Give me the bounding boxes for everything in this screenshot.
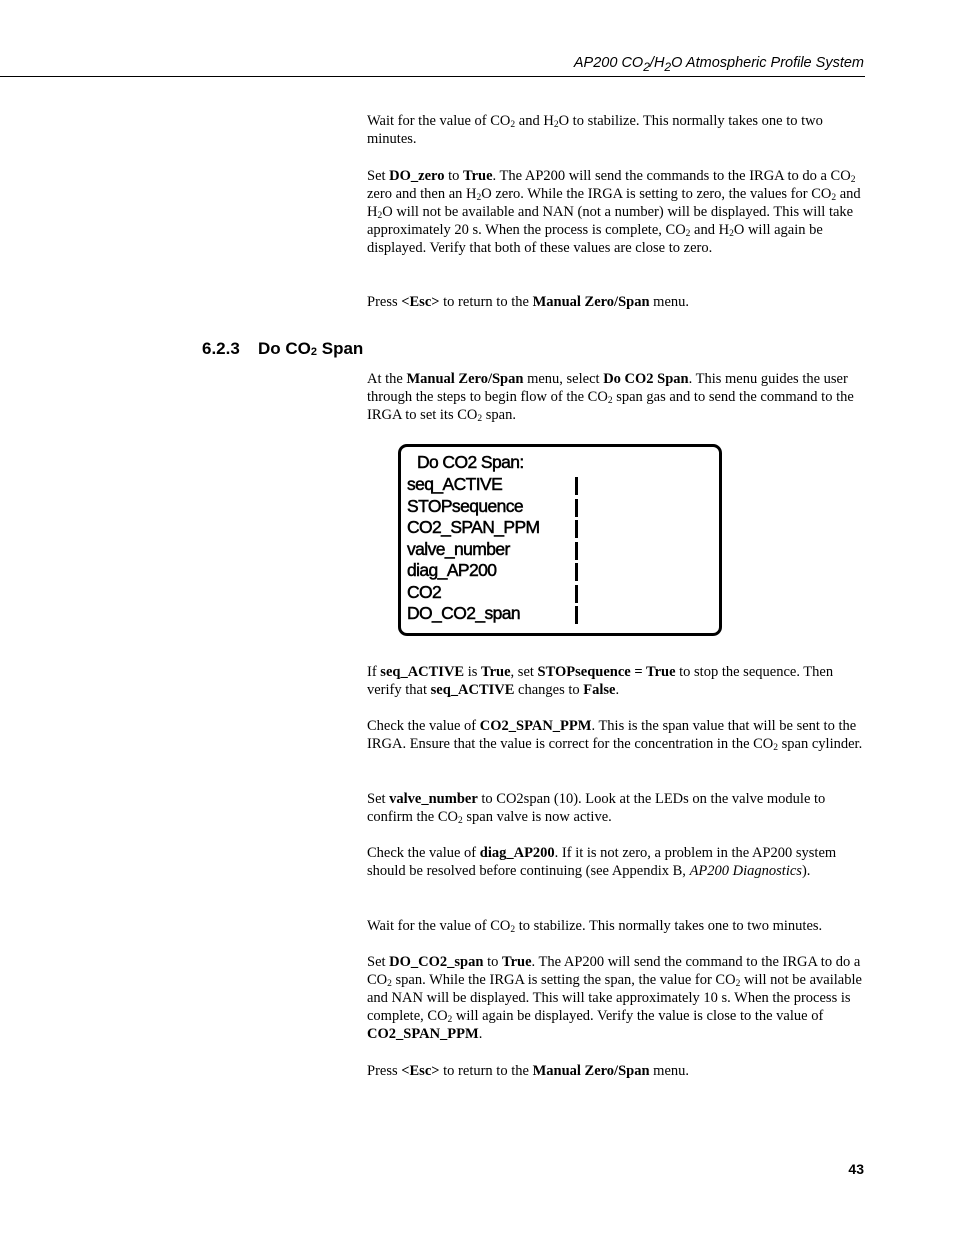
text-run: Check the value of — [367, 718, 480, 734]
text-run: span. — [482, 407, 516, 423]
text-run: Set — [367, 791, 390, 807]
subscript: 2 — [447, 1015, 453, 1025]
text-run: span. While the IRGA is setting the span, the value for CO — [391, 972, 736, 988]
text-run: Span — [317, 339, 364, 358]
row-label: CO2_SPAN_PPM — [407, 517, 540, 537]
value-cursor — [575, 477, 578, 495]
subscript: 2 — [735, 979, 741, 989]
screen-row — [407, 517, 540, 538]
text-run: . The AP200 will send the command to the IRGA to do a CO — [367, 954, 861, 988]
subscript: 2 — [773, 743, 779, 753]
paragraph — [367, 917, 865, 935]
screen-row — [407, 560, 496, 581]
text-run: . — [478, 1026, 483, 1042]
text-run: to stabilize. This normally takes one to two minutes. — [515, 918, 823, 934]
section-heading — [202, 339, 363, 359]
text-run: Wait for the value of CO — [367, 113, 511, 129]
screen-row — [407, 603, 520, 624]
text-run: to CO2span (10). Look at the LEDs on the valve module to confirm the CO — [367, 791, 826, 825]
screen-row — [407, 474, 502, 495]
bold-term: DO_zero — [389, 168, 445, 184]
subscript: 2 — [310, 346, 318, 358]
bold-term: True — [481, 664, 511, 680]
text-run: to — [483, 954, 502, 970]
text-run: O will not be available and NAN (not a number) will be displayed. This will take approximately 20 s. When the process is complete, CO — [367, 204, 854, 238]
subscript: 2 — [553, 120, 559, 130]
text-run: to return to the — [439, 294, 533, 310]
text-run: AP200 CO — [573, 55, 644, 71]
subscript: 2 — [477, 414, 483, 424]
text-run: span gas and to send the command to the IRGA to set its CO — [367, 389, 854, 423]
text-run: O to stabilize. This normally takes one to two minutes. — [367, 113, 823, 147]
text-run: , set — [510, 664, 538, 680]
bold-term: Do CO2 Span — [603, 371, 689, 387]
subscript: 2 — [685, 229, 691, 239]
subscript: 2 — [850, 175, 856, 185]
value-cursor — [575, 563, 578, 581]
subscript: 2 — [643, 59, 650, 74]
text-run: . This is the span value that will be sent to the IRGA. Ensure that the value is correct for the concentration in the CO — [367, 718, 857, 752]
value-cursor — [575, 585, 578, 603]
bold-term: CO2_SPAN_PPM — [367, 1026, 479, 1042]
text-run: O Atmospheric Profile System — [671, 55, 864, 71]
bold-term: DO_CO2_span — [389, 954, 484, 970]
text-run: and H — [690, 222, 730, 238]
text-run: ). — [801, 863, 811, 879]
value-cursor — [575, 542, 578, 560]
text-run: . If it is not zero, a problem in the AP200 system should be resolved before continuing (see Appendix B, — [367, 845, 837, 879]
subscript: 2 — [831, 193, 837, 203]
subscript: 2 — [664, 59, 672, 74]
row-label: DO_CO2_span — [407, 603, 521, 623]
bold-term: diag_AP200 — [479, 845, 555, 861]
bold-term: STOPsequence = True — [537, 664, 676, 680]
screen-title: Do CO2 Span: — [417, 452, 524, 472]
text-run: span valve is now active. — [462, 809, 612, 825]
row-label: diag_AP200 — [407, 560, 497, 580]
bold-term: False — [583, 682, 616, 698]
paragraph — [367, 112, 865, 148]
text-run: to stop the sequence. Then verify that — [367, 664, 834, 698]
text-run: menu, select — [523, 371, 604, 387]
paragraph — [367, 717, 865, 753]
text-run: If — [367, 664, 381, 680]
screen-row — [407, 496, 523, 517]
paragraph — [367, 167, 865, 257]
value-cursor — [575, 499, 578, 517]
text-run: Set — [367, 954, 390, 970]
text-run: . The AP200 will send the commands to the IRGA to do a CO — [492, 168, 851, 184]
paragraph — [367, 1062, 865, 1080]
bold-term: valve_number — [389, 791, 478, 807]
text-run: span cylinder. — [778, 736, 863, 752]
bold-term: seq_ACTIVE — [380, 664, 465, 680]
row-label: STOPsequence — [407, 495, 524, 516]
subscript: 2 — [607, 396, 613, 406]
text-run: Wait for the value of CO — [367, 918, 511, 934]
screen-row — [407, 582, 441, 603]
text-run: At the — [367, 371, 407, 387]
running-header — [574, 55, 864, 74]
datalogger-screen — [398, 444, 722, 636]
bold-term: Manual Zero/Span — [406, 371, 524, 387]
subscript: 2 — [377, 211, 383, 221]
italic-term: AP200 Diagnostics — [689, 863, 802, 879]
bold-term: True — [462, 168, 493, 184]
screen-row — [407, 539, 510, 560]
section-number: 6.2.3 — [202, 339, 240, 358]
value-cursor — [575, 520, 578, 538]
text-run: O will again be displayed. Verify that both of these values are close to zero. — [367, 222, 823, 256]
paragraph — [367, 790, 865, 826]
paragraph — [367, 844, 865, 880]
text-run: O zero. While the IRGA is setting to zero, the values for CO — [481, 186, 832, 202]
subscript: 2 — [510, 925, 516, 935]
text-run: is — [464, 664, 482, 680]
text-run: Check the value of — [367, 845, 480, 861]
text-run: Press — [367, 294, 402, 310]
text-run: Press — [367, 1063, 402, 1079]
paragraph — [367, 370, 865, 424]
text-run: will again be displayed. Verify the value is close to the value of — [452, 1008, 824, 1024]
text-run: zero and then an H — [367, 186, 477, 202]
bold-term: seq_ACTIVE — [430, 682, 515, 698]
header-rule — [0, 76, 865, 77]
text-run: . — [615, 682, 620, 698]
text-run: menu. — [649, 1063, 690, 1079]
subscript: 2 — [458, 816, 463, 826]
text-run: to — [444, 168, 463, 184]
subscript: 2 — [729, 229, 734, 239]
text-run: Set — [367, 168, 390, 184]
row-label: seq_ACTIVE — [407, 474, 503, 494]
bold-term: <Esc> — [401, 1063, 440, 1079]
subscript: 2 — [476, 193, 482, 203]
text-run: will not be available and NAN will be displayed. This will take approximately 10 s. When the process is complete, CO — [367, 972, 862, 1024]
paragraph — [367, 663, 865, 699]
subscript: 2 — [510, 120, 516, 130]
bold-term: <Esc> — [401, 294, 440, 310]
bold-term: True — [501, 954, 532, 970]
text-run: Do CO — [258, 339, 311, 358]
text-run: and H — [367, 186, 861, 220]
bold-term: Manual Zero/Span — [532, 294, 650, 310]
paragraph — [367, 953, 865, 1043]
subscript: 2 — [387, 979, 392, 989]
row-label: CO2 — [407, 581, 442, 602]
text-run: . This menu guides the user through the steps to begin flow of the CO — [367, 371, 848, 405]
section-title — [258, 339, 363, 358]
page-number: 43 — [848, 1161, 864, 1177]
text-run: to return to the — [439, 1063, 533, 1079]
bold-term: CO2_SPAN_PPM — [479, 718, 592, 734]
text-run: /H — [649, 55, 665, 71]
text-run: and H — [515, 113, 554, 129]
value-cursor — [575, 606, 578, 624]
paragraph — [367, 293, 865, 311]
bold-term: Manual Zero/Span — [532, 1063, 650, 1079]
text-run: changes to — [514, 682, 584, 698]
row-label: valve_number — [407, 538, 510, 559]
text-run: menu. — [649, 294, 690, 310]
